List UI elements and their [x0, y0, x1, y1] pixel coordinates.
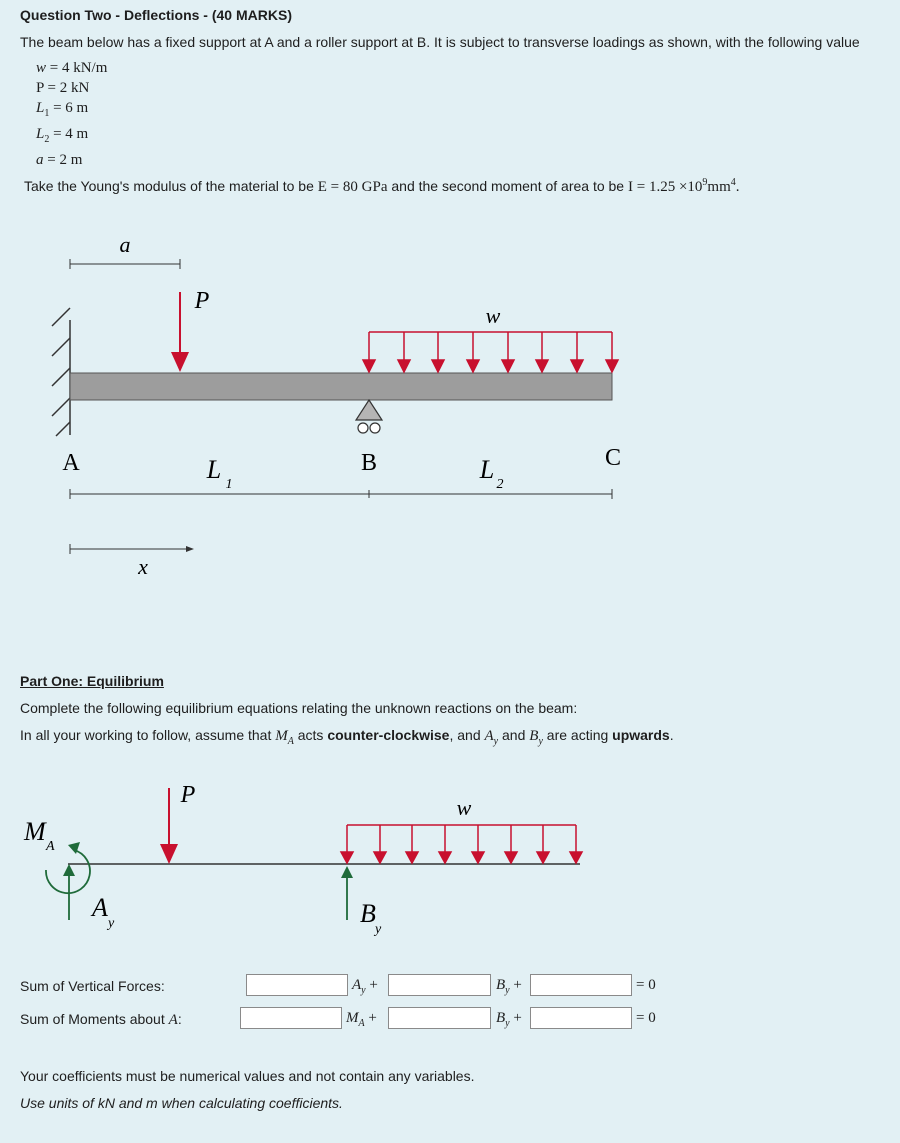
- moment-term-By: $B_y$ +: [496, 1010, 522, 1029]
- moment-constant-input[interactable]: [530, 1007, 632, 1029]
- fbd-By-label: B: [360, 899, 376, 928]
- moments-label: Sum of Moments about A:: [20, 1011, 182, 1028]
- point-load-label: P: [194, 288, 210, 314]
- vertical-eq-zero: = 0: [636, 977, 656, 993]
- fbd-Ay-sub: y: [108, 916, 115, 931]
- part-one-assumption: In all your working to follow, assume that $M_A$ acts counter-clockwise, and $A_y$ and $B_y$ are acting upwards.: [20, 727, 674, 747]
- question-intro: The beam below has a fixed support at A and a roller support at B. It is subject to transverse loadings as shown, with the following value: [20, 34, 860, 50]
- fbd-point-load-arrow: [160, 844, 178, 864]
- vertical-coeff-Ay-input[interactable]: [246, 974, 348, 996]
- coefficient-note: Your coefficients must be numerical values and not contain any variables.: [20, 1068, 475, 1084]
- roller-support: [356, 400, 382, 433]
- question-title: Question Two - Deflections - (40 MARKS): [20, 7, 292, 23]
- second-moment: $I = 1.25 \times 10^9mm^4$.: [627, 177, 740, 195]
- given-w: w = 4 kN/m: [36, 60, 108, 76]
- fbd-By-sub: y: [375, 922, 382, 937]
- point-C-label: C: [604, 445, 622, 471]
- point-B-label: B: [360, 450, 378, 476]
- vertical-forces-label: Sum of Vertical Forces:: [20, 978, 165, 994]
- moment-coeff-By-input[interactable]: [388, 1007, 491, 1029]
- fbd-distributed-load: [341, 825, 582, 863]
- given-a: a = 2 m: [36, 152, 83, 168]
- vertical-constant-input[interactable]: [530, 974, 632, 996]
- length-L1-label: L: [206, 455, 222, 484]
- length-L2-label: L: [479, 455, 495, 484]
- distributed-load-label: w: [485, 303, 501, 328]
- free-body-diagram: [0, 770, 900, 950]
- point-load-arrow: [171, 352, 189, 372]
- dim-a-label: a: [119, 232, 131, 257]
- moment-coeff-MA-input[interactable]: [240, 1007, 342, 1029]
- given-L2: $L_2 = 4$ m: [36, 126, 89, 145]
- vertical-term-By: $B_y$ +: [496, 977, 522, 996]
- moment-eq-zero: = 0: [636, 1010, 656, 1026]
- vertical-coeff-By-input[interactable]: [388, 974, 491, 996]
- part-one-instruction: Complete the following equilibrium equations relating the unknown reactions on the beam:: [20, 700, 578, 716]
- point-A-label: A: [62, 450, 80, 476]
- moment-term-MA: $M_A$ +: [346, 1010, 377, 1029]
- fbd-MA-label: M: [24, 817, 46, 846]
- material-line: Take the Young's modulus of the material to be E = 80 GPa and the second moment of area to be $I = 1.25 \times 10^9mm^4$.: [24, 177, 740, 195]
- given-values: [36, 58, 107, 170]
- length-L2-sub: 2: [496, 477, 504, 492]
- given-L1: $L_1 = 6$ m: [36, 100, 89, 119]
- fbd-Ay-label: A: [92, 893, 108, 922]
- fbd-w-label: w: [456, 795, 472, 820]
- beam: [70, 373, 612, 400]
- fbd-P-label: P: [180, 782, 196, 808]
- distributed-load: [363, 332, 618, 372]
- fbd-MA-sub: A: [46, 839, 55, 854]
- beam-diagram: [0, 220, 900, 590]
- part-one-heading: Part One: Equilibrium: [20, 673, 164, 689]
- youngs-modulus: E = 80 GPa: [317, 179, 388, 195]
- given-P: P = 2 kN: [36, 80, 90, 96]
- units-note: Use units of kN and m when calculating coefficients.: [20, 1095, 343, 1111]
- vertical-term-Ay: $A_y$ +: [352, 977, 378, 996]
- length-L1-sub: 1: [225, 477, 233, 492]
- x-axis-label: x: [138, 554, 148, 579]
